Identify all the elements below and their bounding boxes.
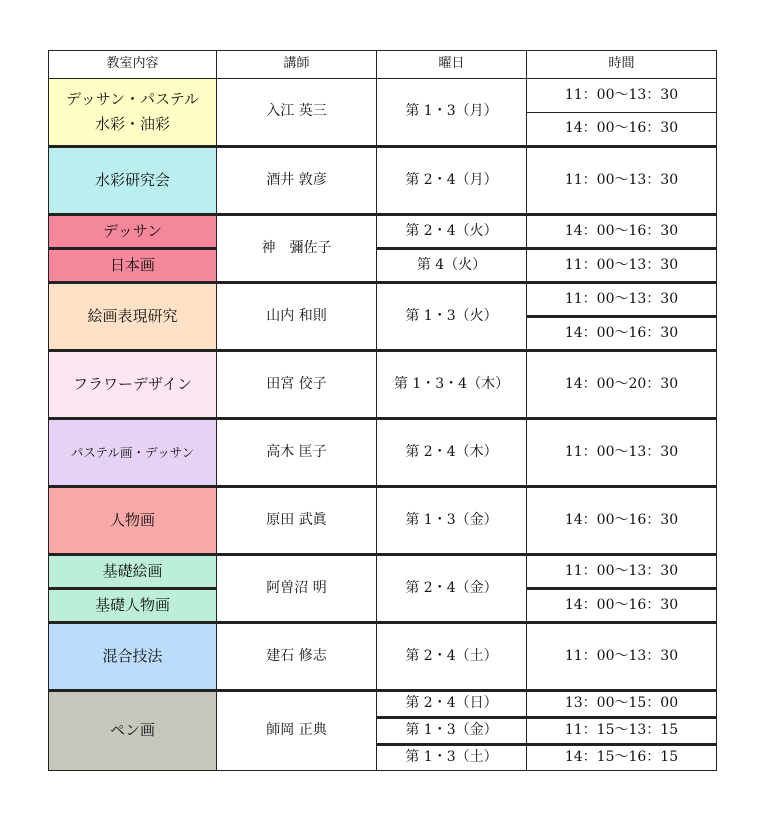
- day-cell: 第 4（火）: [377, 249, 527, 283]
- time-cell: 14：00〜16：30: [527, 589, 717, 623]
- teacher-cell: 入江 英三: [217, 79, 377, 147]
- course-cell: 混合技法: [49, 623, 217, 691]
- schedule-group: [49, 555, 717, 623]
- time-cell: 11：00〜13：30: [527, 147, 717, 215]
- day-cell: 第 1・3（火）: [377, 283, 527, 351]
- day-cell: 第 1・3（金）: [377, 487, 527, 555]
- schedule-group: [49, 351, 717, 419]
- table-row: [49, 691, 717, 718]
- day-cell: 第 2・4（火）: [377, 215, 527, 249]
- schedule-group: [49, 215, 717, 283]
- schedule-group: [49, 419, 717, 487]
- table-row: [49, 249, 717, 283]
- time-cell: 14：00〜16：30: [527, 215, 717, 249]
- day-cell: 第 1・3（月）: [377, 79, 527, 147]
- class-schedule-table: [48, 50, 717, 771]
- table-row: [49, 215, 717, 249]
- time-cell: 11：00〜13：30: [527, 79, 717, 113]
- course-cell: 人物画: [49, 487, 217, 555]
- time-cell: 11：00〜13：30: [527, 249, 717, 283]
- course-cell: 水彩研究会: [49, 147, 217, 215]
- time-cell: 13：00〜15：00: [527, 691, 717, 718]
- time-cell: 14：15〜16：15: [527, 744, 717, 770]
- teacher-cell: 山内 和則: [217, 283, 377, 351]
- course-cell: フラワーデザイン: [49, 351, 217, 419]
- header-day: 曜日: [377, 51, 527, 79]
- time-cell: 11：00〜13：30: [527, 283, 717, 317]
- day-cell: 第 2・4（金）: [377, 555, 527, 623]
- day-cell: 第 2・4（月）: [377, 147, 527, 215]
- teacher-cell: 原田 武眞: [217, 487, 377, 555]
- teacher-cell: 高木 匡子: [217, 419, 377, 487]
- table-row: [49, 487, 717, 555]
- teacher-cell: 師岡 正典: [217, 691, 377, 771]
- day-cell: 第 2・4（土）: [377, 623, 527, 691]
- course-cell: ペン画: [49, 691, 217, 771]
- day-cell: 第 2・4（木）: [377, 419, 527, 487]
- schedule-group: [49, 487, 717, 555]
- course-cell: パステル画・デッサン: [49, 419, 217, 487]
- course-name-line2: 水彩・油彩: [94, 115, 170, 133]
- schedule-group: [49, 691, 717, 771]
- table-row: [49, 419, 717, 487]
- header-time: 時間: [527, 51, 717, 79]
- table-row: [49, 79, 717, 113]
- teacher-cell: 田宮 佼子: [217, 351, 377, 419]
- schedule-group: [49, 147, 717, 215]
- teacher-cell: 酒井 敦彦: [217, 147, 377, 215]
- table-row: [49, 351, 717, 419]
- time-cell: 14：00〜16：30: [527, 317, 717, 351]
- course-name-line1: デッサン・パステル: [66, 89, 199, 108]
- course-cell: 基礎人物画: [49, 589, 217, 623]
- time-cell: 14：00〜16：30: [527, 113, 717, 147]
- teacher-cell: 建石 修志: [217, 623, 377, 691]
- day-cell: 第 1・3（金）: [377, 717, 527, 744]
- time-cell: 11：15〜13：15: [527, 717, 717, 744]
- day-cell: 第 2・4（日）: [377, 691, 527, 718]
- course-cell: [49, 79, 217, 147]
- time-cell: 14：00〜20：30: [527, 351, 717, 419]
- teacher-cell: 神 彌佐子: [217, 215, 377, 283]
- time-cell: 11：00〜13：30: [527, 419, 717, 487]
- table-row: [49, 283, 717, 317]
- table-row: [49, 623, 717, 691]
- schedule-group: [49, 623, 717, 691]
- day-cell: 第 1・3（土）: [377, 744, 527, 770]
- course-cell: 絵画表現研究: [49, 283, 217, 351]
- course-cell: 日本画: [49, 249, 217, 283]
- course-cell: デッサン: [49, 215, 217, 249]
- table-row: [49, 555, 717, 589]
- teacher-cell: 阿曽沼 明: [217, 555, 377, 623]
- header-row: [49, 51, 717, 79]
- course-cell: 基礎絵画: [49, 555, 217, 589]
- time-cell: 11：00〜13：30: [527, 623, 717, 691]
- table-row: [49, 147, 717, 215]
- time-cell: 14：00〜16：30: [527, 487, 717, 555]
- day-cell: 第 1・3・4（木）: [377, 351, 527, 419]
- header-teacher: 講師: [217, 51, 377, 79]
- schedule-group: [49, 283, 717, 351]
- header-course: 教室内容: [49, 51, 217, 79]
- time-cell: 11：00〜13：30: [527, 555, 717, 589]
- schedule-group: [49, 79, 717, 147]
